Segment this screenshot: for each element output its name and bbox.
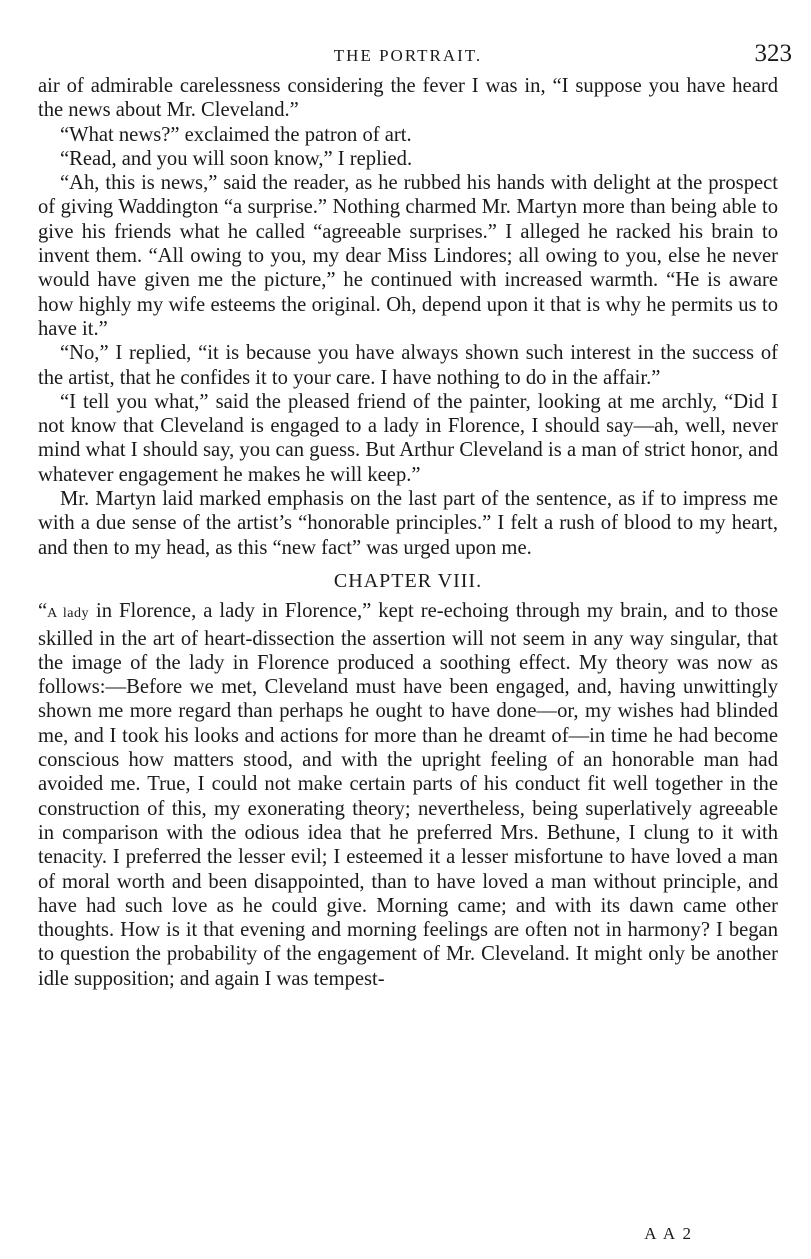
paragraph: “What news?” exclaimed the patron of art.	[60, 123, 412, 146]
running-title: THE PORTRAIT.	[333, 46, 483, 65]
paragraph: “I tell you what,” said the pleased friend of the painter, looking at me archly, “Did I not know that Cleveland is engaged to a lady in Florence, I should say—ah, well, never mind what I should say, you can guess. But Arthur Cleveland is a man of strict honor, and whatever engagement he makes he will keep.”	[38, 390, 778, 486]
signature-mark: A A 2	[644, 1224, 693, 1243]
paragraph: air of admirable carelessness considering the fever I was in, “I suppose you have heard the news about Mr. Cleveland.”	[38, 75, 778, 122]
chapter-heading: CHAPTER VIII.	[333, 569, 483, 592]
opening-quote: “	[38, 600, 48, 623]
book-page	[38, 40, 792, 991]
paragraph: “Read, and you will soon know,” I replied.	[60, 147, 413, 170]
small-caps-opening: A lady	[47, 606, 89, 622]
paragraph: “Ah, this is news,” said the reader, as he rubbed his hands with delight at the prospect of giving Waddington “a surprise.” Nothing charmed Mr. Martyn more than being able to give his friends what he called “agreeable surprises.” I alleged he racked his brain to invent them. “All owing to you, my dear Miss Lindores; all owing to you, else he never would have given me the picture,” he continued with increased warmth. “He is aware how highly my wife esteems the original. Oh, depend upon it that is why he permits us to have it.”	[38, 172, 778, 340]
page-number: 323	[754, 40, 792, 67]
opening-text: in Florence, a lady in Florence,” kept re-echoing through my brain, and to those skilled in the art of heart-dissection the assertion will not seem in any way singular, that the image of the lady in Florence produced a soothing effect. My theory was now as follows:—Before we met, Cleveland must have been engaged, and, having unwittingly shown me more regard than perhaps he ought to have done—or, my wishes had blinded me, and I took his looks and actions for more than he dreamt of—in time he had become conscious how matters stood, and with the upright feeling of an honorable man had avoided me. True, I could not make certain parts of his conduct fit well together in the construction of this, my exonerating theory; nevertheless, being superlatively agreeable in comparison with the odious idea that he preferred Mrs. Bethune, I clung to it with tenacity. I preferred the lesser evil; I esteemed it a lesser misfortune to have loved a man of moral worth and been disappointed, than to have loved a man without principle, and have had such love as he could give. Morning came; and with its dawn came other thoughts. How is it that evening and morning feelings are often not in harmony? I began to question the probability of the engagement of Mr. Cleveland. It might only be another idle supposition; and again I was tempest-	[38, 600, 779, 990]
chapter-opening-paragraph	[38, 599, 778, 991]
paragraph: Mr. Martyn laid marked emphasis on the last part of the sentence, as if to impress me with a due sense of the artist’s “honorable principles.” I felt a rush of blood to my heart, and then to my head, as this “new fact” was urged upon me.	[38, 488, 778, 559]
page-header	[38, 40, 792, 74]
paragraph: “No,” I replied, “it is because you have always shown such interest in the success of the artist, that he confides it to your care. I have nothing to do in the affair.”	[38, 342, 778, 389]
body-text	[38, 74, 778, 991]
